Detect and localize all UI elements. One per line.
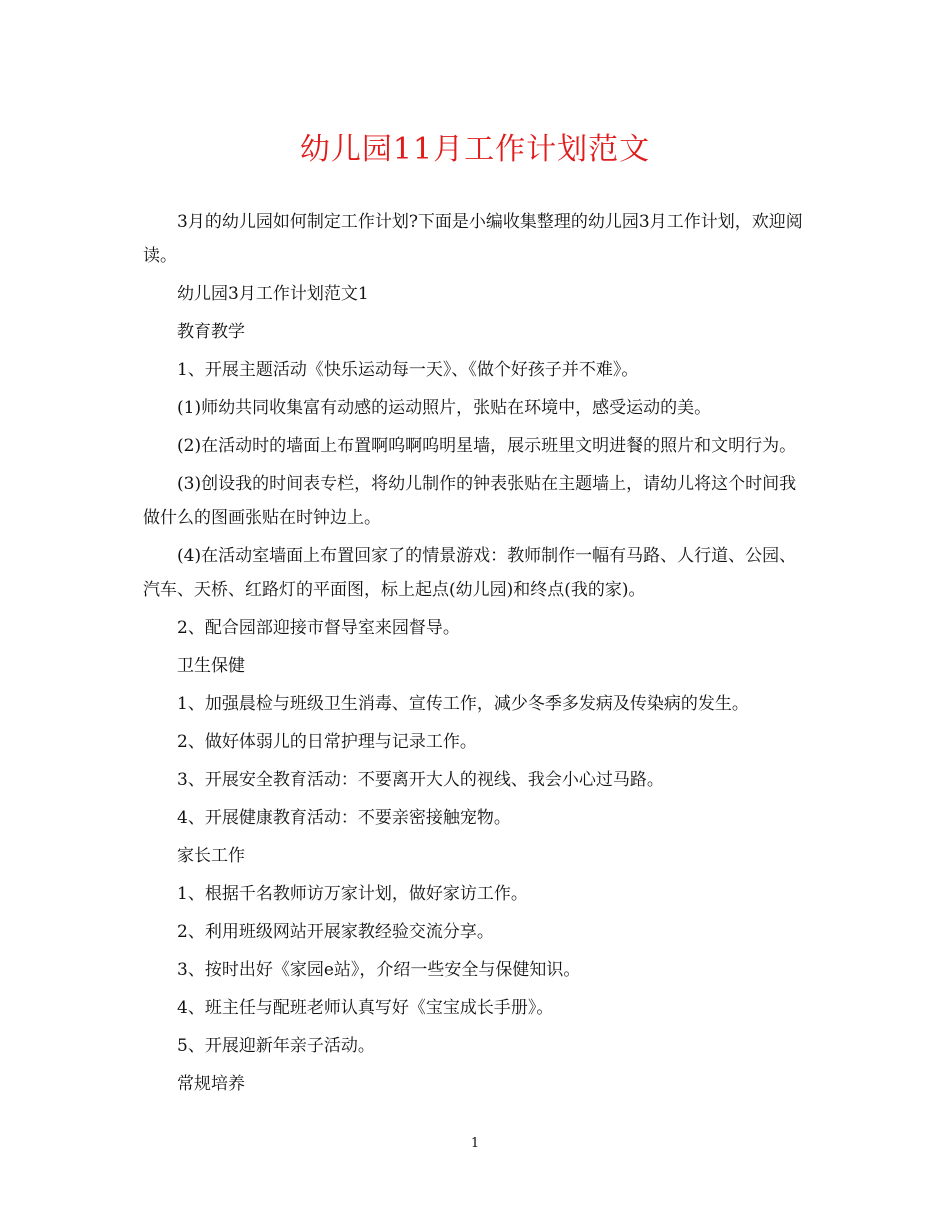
document-body <box>143 205 807 1105</box>
list-item: 4、开展健康教育活动：不要亲密接触宠物。 <box>177 808 511 828</box>
page-number: 1 <box>470 1136 480 1151</box>
section-heading: 常规培养 <box>177 1074 245 1094</box>
list-item: (3)创设我的时间表专栏，将幼儿制作的钟表张贴在主题墙上，请幼儿将这个时间我做什么的图画张贴在时钟边上。 <box>143 474 797 528</box>
list-item: 1、开展主题活动《快乐运动每一天》、《做个好孩子并不难》。 <box>177 360 639 380</box>
list-item: 2、利用班级网站开展家教经验交流分享。 <box>177 922 494 942</box>
list-item: 2、配合园部迎接市督导室来园督导。 <box>177 618 460 638</box>
list-item: 5、开展迎新年亲子活动。 <box>177 1036 375 1056</box>
list-item: 1、加强晨检与班级卫生消毒、宣传工作，减少冬季多发病及传染病的发生。 <box>177 694 749 714</box>
intro-paragraph: 3月的幼儿园如何制定工作计划?下面是小编收集整理的幼儿园3月工作计划，欢迎阅读。 <box>143 212 803 266</box>
section-heading: 教育教学 <box>177 322 245 342</box>
list-item: (4)在活动室墙面上布置回家了的情景游戏：教师制作一幅有马路、人行道、公园、汽车、天桥、红路灯的平面图，标上起点(幼儿园)和终点(我的家)。 <box>143 546 797 600</box>
section-heading: 幼儿园3月工作计划范文1 <box>177 284 369 304</box>
list-item: (1)师幼共同收集富有动感的运动照片，张贴在环境中，感受运动的美。 <box>177 398 712 418</box>
list-item: 3、开展安全教育活动：不要离开大人的视线、我会小心过马路。 <box>177 770 664 790</box>
list-item: 2、做好体弱儿的日常护理与记录工作。 <box>177 732 477 752</box>
list-item: 1、根据千名教师访万家计划，做好家访工作。 <box>177 884 528 904</box>
list-item: 3、按时出好《家园e站》，介绍一些安全与保健知识。 <box>177 960 581 980</box>
section-heading: 家长工作 <box>177 846 245 866</box>
list-item: (2)在活动时的墙面上布置啊呜啊呜明星墙，展示班里文明进餐的照片和文明行为。 <box>177 436 797 456</box>
section-heading: 卫生保健 <box>177 656 245 676</box>
document-title: 幼儿园11月工作计划范文 <box>299 132 651 167</box>
list-item: 4、班主任与配班老师认真写好《宝宝成长手册》。 <box>177 998 554 1018</box>
